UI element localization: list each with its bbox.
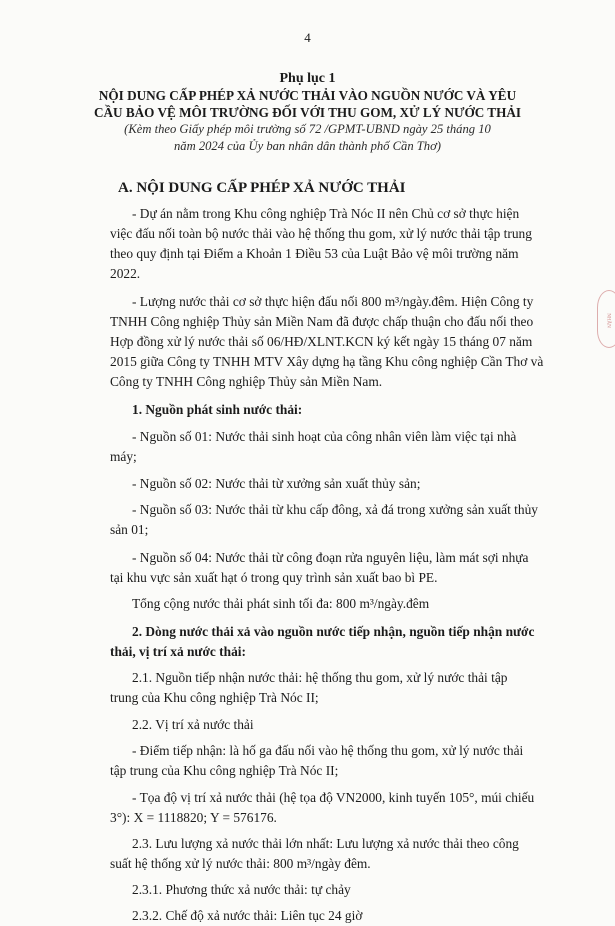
page-number: 4 — [304, 30, 311, 45]
body-line: TNHH Công nghiệp Thủy sản Miền Nam đã được chấp thuận cho đấu nối theo — [110, 314, 534, 329]
subtitle-line-2: năm 2024 của Ủy ban nhân dân thành phố Cần Thơ) — [174, 139, 441, 153]
body-line: việc đấu nối toàn bộ nước thải vào hệ thống thu gom, xử lý nước thải tập trung — [110, 226, 532, 241]
body-line: - Nguồn số 04: Nước thải từ công đoạn rửa nguyên liệu, làm mát sợi nhựa — [132, 550, 529, 565]
body-line: 2.2. Vị trí xả nước thải — [132, 717, 254, 732]
body-line: Công ty TNHH Công nghiệp Thủy sản Miền Nam. — [110, 374, 383, 389]
body-line: Tổng cộng nước thải phát sinh tối đa: 800 m³/ngày.đêm — [132, 596, 430, 611]
appendix-label: Phụ lục 1 — [279, 71, 336, 86]
title-line-1: NỘI DUNG CẤP PHÉP XẢ NƯỚC THẢI VÀO NGUỒN NƯỚC VÀ YÊU — [98, 88, 517, 103]
body-line: 3°): X = 1118820; Y = 576176. — [110, 810, 277, 825]
body-line: - Nguồn số 03: Nước thải từ khu cấp đông, xả đá trong xưởng sản xuất thủy — [132, 502, 538, 517]
seal-stamp-text: NHÂN — [605, 313, 611, 328]
body-line: - Nguồn số 02: Nước thải từ xưởng sản xuất thủy sản; — [132, 476, 421, 491]
section-a-heading: A. NỘI DUNG CẤP PHÉP XẢ NƯỚC THẢI — [118, 180, 406, 196]
subtitle-line-1: (Kèm theo Giấy phép môi trường số 72 /GPMT-UBND ngày 25 tháng 10 — [124, 122, 491, 136]
subsection-heading: 1. Nguồn phát sinh nước thải: — [132, 402, 303, 417]
body-line: 2.1. Nguồn tiếp nhận nước thải: hệ thống thu gom, xử lý nước thải tập — [132, 670, 508, 685]
body-line: tập trung của Khu công nghiệp Trà Nóc II; — [110, 763, 339, 778]
body-line: - Nguồn số 01: Nước thải sinh hoạt của công nhân viên làm việc tại nhà — [132, 429, 517, 444]
body-line: - Dự án nằm trong Khu công nghiệp Trà Nóc II nên Chủ cơ sở thực hiện — [132, 206, 520, 221]
body-line: - Lượng nước thải cơ sở thực hiện đấu nối 800 m³/ngày.đêm. Hiện Công ty — [132, 294, 534, 309]
body-line: 2.3.2. Chế độ xả nước thải: Liên tục 24 giờ — [132, 908, 363, 923]
body-line: 2015 giữa Công ty TNHH MTV Xây dựng hạ tầng Khu công nghiệp Cần Thơ và — [110, 354, 544, 369]
body-line: 2022. — [110, 266, 141, 281]
body-line: Hợp đồng xử lý nước thải số 06/HĐ/XLNT.KCN ký kết ngày 15 tháng 07 năm — [110, 334, 533, 349]
body-line: máy; — [110, 449, 137, 464]
subsection-heading: thải, vị trí xả nước thải: — [110, 644, 246, 659]
body-line: tại khu vực sản xuất hạt ó trong quy trình sản xuất bao bì PE. — [110, 570, 438, 585]
body-line: theo quy định tại Điểm a Khoản 1 Điều 53 của Luật Bảo vệ môi trường năm — [110, 246, 519, 261]
body-line: 2.3. Lưu lượng xả nước thải lớn nhất: Lưu lượng xả nước thải theo công — [132, 836, 519, 851]
body-line: - Điểm tiếp nhận: là hố ga đấu nối vào hệ thống thu gom, xử lý nước thải — [132, 743, 524, 758]
body-line: - Tọa độ vị trí xả nước thải (hệ tọa độ VN2000, kinh tuyến 105°, múi chiếu — [132, 790, 535, 805]
body-line: sản 01; — [110, 522, 149, 537]
document-header — [40, 70, 575, 155]
body-line: suất hệ thống xử lý nước thải: 800 m³/ngày đêm. — [110, 856, 371, 871]
body-line: trung của Khu công nghiệp Trà Nóc II; — [110, 690, 319, 705]
body-line: 2.3.1. Phương thức xả nước thải: tự chảy — [132, 882, 351, 897]
subsection-heading: 2. Dòng nước thải xả vào nguồn nước tiếp nhận, nguồn tiếp nhận nước — [132, 624, 535, 639]
title-line-2: CẦU BẢO VỆ MÔI TRƯỜNG ĐỐI VỚI THU GOM, XỬ LÝ NƯỚC THẢI — [93, 105, 522, 120]
